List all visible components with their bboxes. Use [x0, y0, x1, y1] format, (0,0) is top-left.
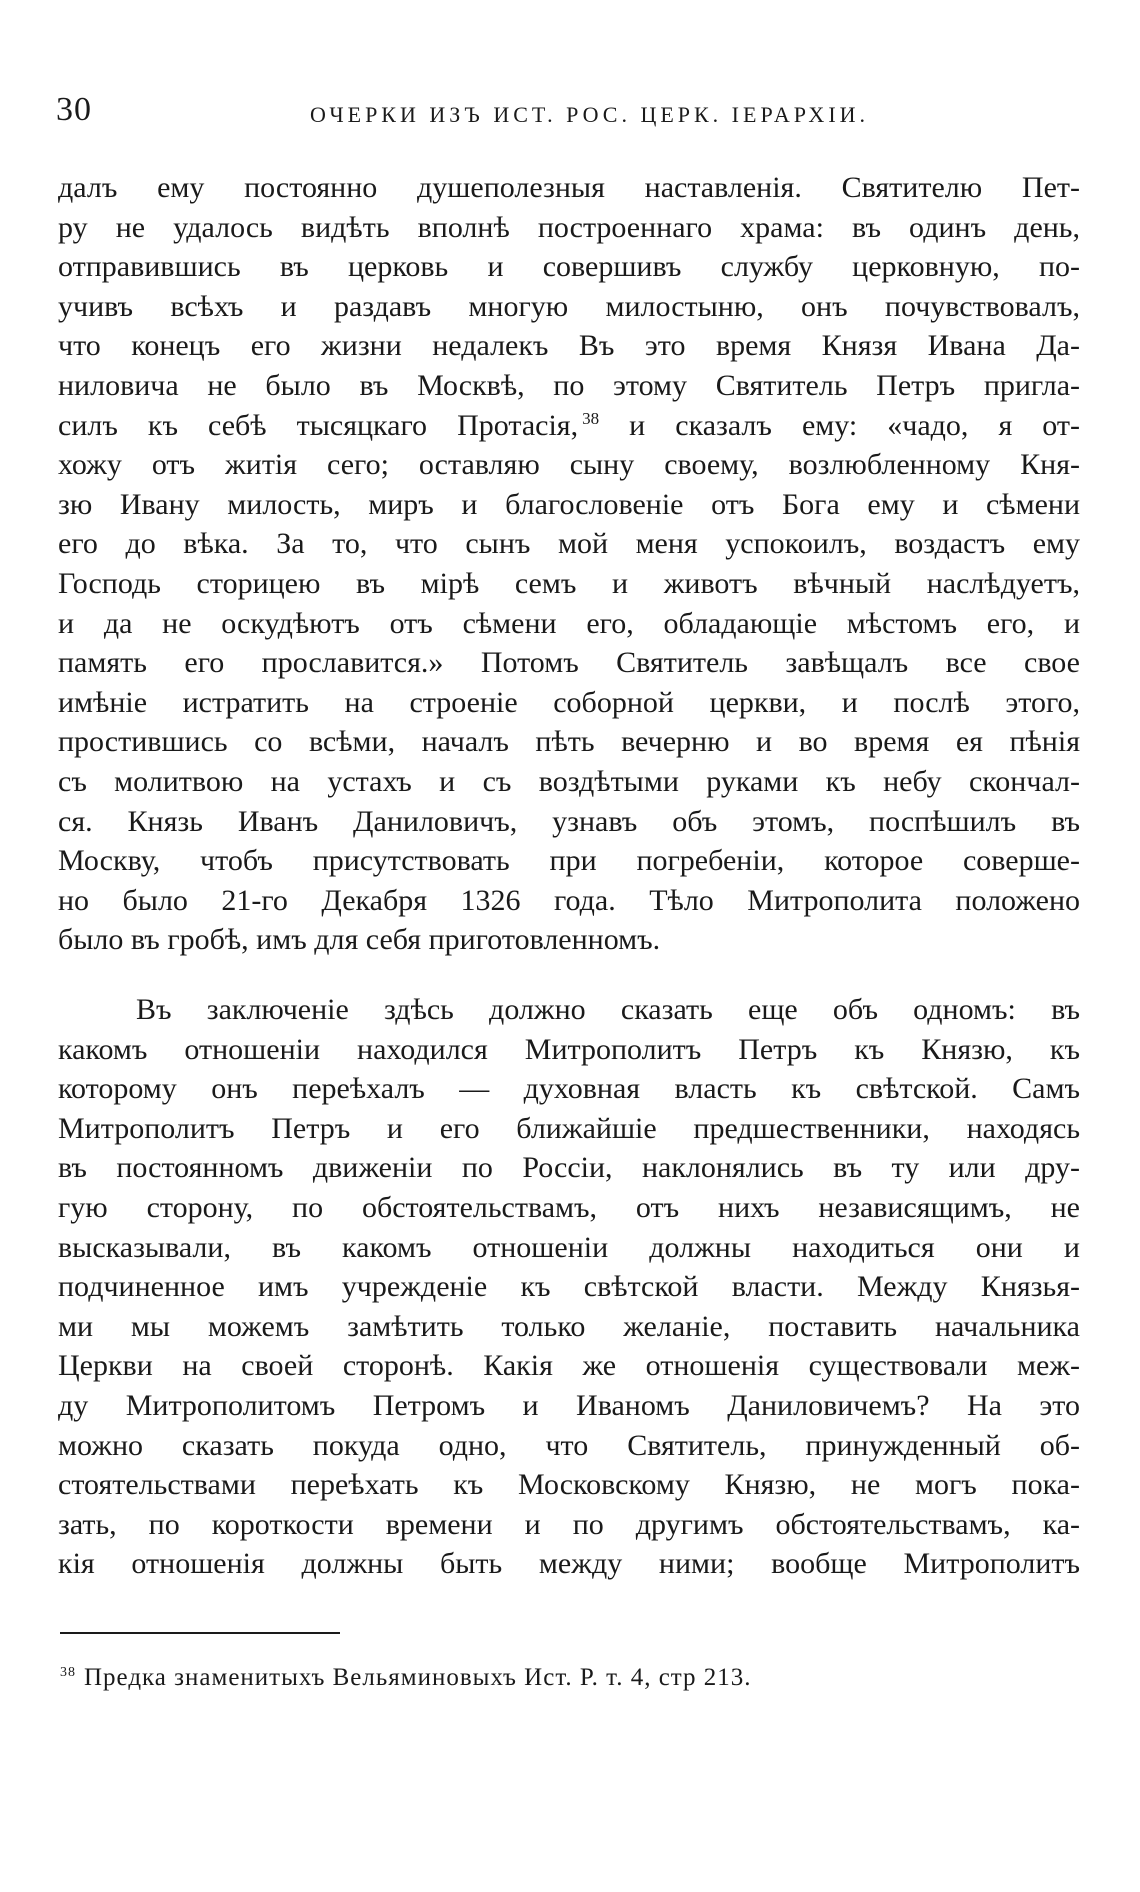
footnote-text: Предка знаменитыхъ Вельяминовыхъ Ист. Р. т. 4, стр 213. — [84, 1664, 752, 1691]
text-line: съ молитвою на устахъ и съ воздѣтыми руками къ небу скончал- — [58, 764, 1080, 798]
text-segment: и сказалъ ему: «чадо, я от- — [629, 408, 1080, 442]
text-line: Въ заключеніе здѣсь должно сказать еще объ одномъ: въ — [136, 993, 1080, 1026]
text-line: какомъ отношеніи находился Митрополитъ Петръ къ Князю, къ — [58, 1032, 1080, 1066]
footnote — [60, 1662, 752, 1694]
text-line: высказывали, въ какомъ отношеніи должны находиться они и — [58, 1230, 1080, 1264]
text-line: Москву, чтобъ присутствовать при погребеніи, которое соверше- — [58, 844, 1080, 878]
text-line: можно сказать покуда одно, что Святитель, принужденный об- — [58, 1428, 1080, 1462]
text-line: его до вѣка. За то, что сынъ мой меня успокоилъ, воздастъ ему — [58, 527, 1080, 561]
text-line: что конецъ его жизни недалекъ Въ это время Князя Ивана Да- — [58, 329, 1080, 363]
text-line: но было 21-го Декабря 1326 года. Тѣло Митрополита положено — [58, 883, 1080, 917]
text-line: въ постоянномъ движеніи по Россіи, наклонялись въ ту или дру- — [58, 1151, 1080, 1185]
footnote-divider — [60, 1632, 340, 1634]
text-line: ду Митрополитомъ Петромъ и Иваномъ Даниловичемъ? На это — [58, 1388, 1080, 1422]
text-line: отправившись въ церковь и совершивъ службу церковную, по- — [58, 250, 1080, 284]
text-line: Церкви на своей сторонѣ. Какія же отношенія существовали меж- — [58, 1349, 1080, 1383]
text-line: ру не удалось видѣть вполнѣ построеннаго храма: въ одинъ день, — [58, 210, 1080, 244]
paragraph-2 — [58, 990, 1080, 1584]
running-title: ОЧЕРКИ ИЗЪ ИСТ. РОС. ЦЕРК. ІЕРАРХІИ. — [310, 102, 870, 127]
page-number: 30 — [56, 91, 92, 128]
text-line: было въ гробѣ, имъ для себя приготовленномъ. — [58, 923, 661, 957]
text-segment: силъ къ себѣ тысяцкаго Протасія, — [58, 408, 579, 442]
text-line: кія отношенія должны быть между ними; вообще Митрополитъ — [58, 1547, 1080, 1581]
text-line: Господь сторицею въ мірѣ семъ и животъ вѣчный наслѣдуетъ, — [58, 566, 1080, 600]
text-line: учивъ всѣхъ и раздавъ многую милостыню, онъ почувствовалъ, — [58, 289, 1080, 323]
text-line: простившись со всѣми, началъ пѣть вечерню и во время ея пѣнія — [58, 725, 1080, 759]
text-line: ся. Князь Иванъ Даниловичъ, узнавъ объ этомъ, поспѣшилъ въ — [58, 804, 1080, 838]
text-line: Митрополитъ Петръ и его ближайшіе предшественники, находясь — [58, 1111, 1080, 1145]
footnote-mark: 38 — [60, 1664, 76, 1680]
text-line: далъ ему постоянно душеполезныя наставленія. Святителю Пет- — [58, 171, 1080, 204]
text-line: зать, по короткости времени и по другимъ обстоятельствамъ, ка- — [58, 1507, 1080, 1541]
paragraph-1 — [58, 168, 1080, 960]
text-line: хожу отъ житія сего; оставляю сыну своему, возлюбленному Кня- — [58, 448, 1080, 482]
text-line: зю Ивану милость, миръ и благословеніе отъ Бога ему и сѣмени — [58, 487, 1080, 521]
text-line: подчиненное имъ учрежденіе къ свѣтской власти. Между Князья- — [58, 1270, 1080, 1304]
text-line-with-note — [58, 406, 1080, 446]
text-line: ми мы можемъ замѣтить только желаніе, поставить начальника — [58, 1309, 1080, 1343]
text-line: которому онъ переѣхалъ — духовная власть къ свѣтской. Самъ — [58, 1072, 1080, 1106]
text-line: память его прославится.» Потомъ Святитель завѣщалъ все свое — [58, 646, 1080, 680]
text-line: стоятельствами переѣхать къ Московскому Князю, не могъ пока- — [58, 1468, 1080, 1502]
footnote-reference[interactable]: 38 — [582, 408, 600, 428]
text-line: и да не оскудѣютъ отъ сѣмени его, обладающіе мѣстомъ его, и — [58, 606, 1080, 640]
text-line: имѣніе истратить на строеніе соборной церкви, и послѣ этого, — [58, 685, 1080, 719]
text-line: гую сторону, по обстоятельствамъ, отъ нихъ независящимъ, не — [58, 1190, 1080, 1224]
text-line: ниловича не было въ Москвѣ, по этому Святитель Петръ пригла- — [58, 368, 1080, 402]
